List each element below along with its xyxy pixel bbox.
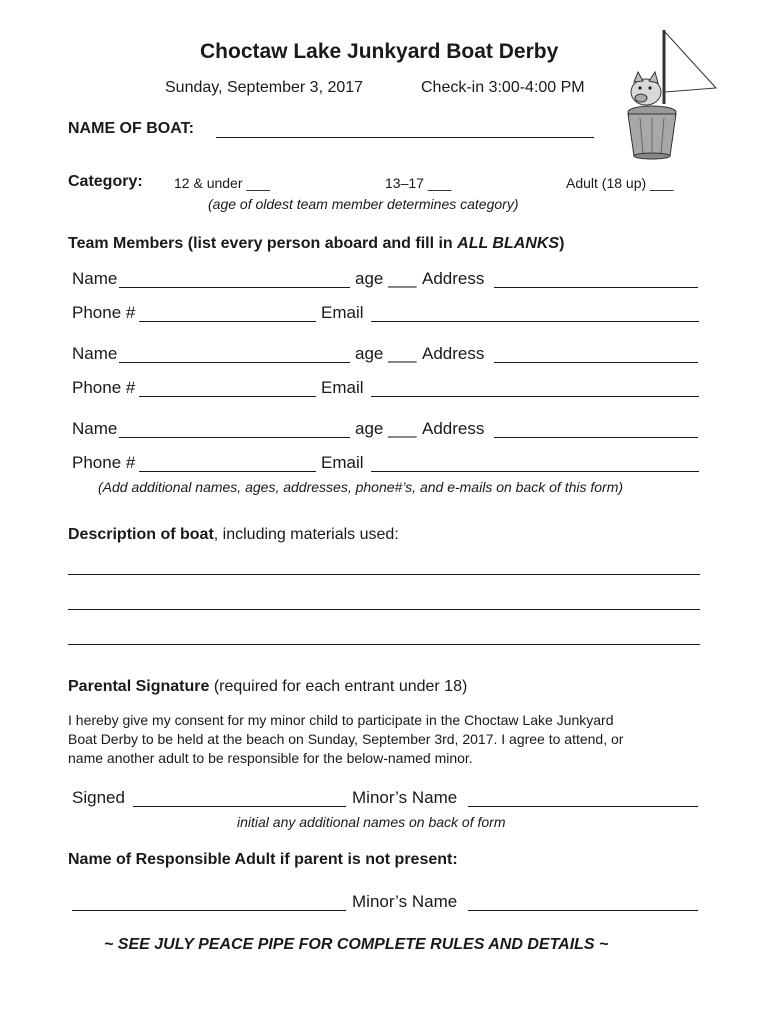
member-email-field[interactable] [371, 471, 699, 472]
team-heading-suffix: ) [559, 235, 565, 252]
initial-note: initial any additional names on back of form [237, 814, 506, 830]
category-note: (age of oldest team member determines category) [208, 196, 519, 212]
member-age-field[interactable]: age ___ [355, 419, 417, 438]
member-address-label: Address [422, 344, 485, 363]
parental-signature-heading [68, 678, 467, 696]
description-line[interactable] [68, 644, 700, 645]
description-label-rest: , including materials used: [213, 526, 399, 543]
description-label-bold: Description of boat [68, 526, 214, 543]
minor-name-field[interactable] [468, 910, 698, 911]
event-date: Sunday, September 3, 2017 [165, 79, 364, 96]
category-label: Category: [68, 173, 143, 190]
member-email-field[interactable] [371, 321, 699, 322]
category-option-12-under[interactable]: 12 & under ___ [174, 175, 270, 191]
form-title: Choctaw Lake Junkyard Boat Derby [200, 40, 559, 63]
description-line[interactable] [68, 609, 700, 610]
minor-name-label: Minor’s Name [352, 892, 458, 911]
responsible-adult-heading: Name of Responsible Adult if parent is not present: [68, 851, 458, 868]
member-phone-label: Phone # [72, 378, 136, 397]
member-address-field[interactable] [494, 437, 698, 438]
member-name-field[interactable] [119, 287, 350, 288]
member-name-field[interactable] [119, 437, 350, 438]
member-email-label: Email [321, 303, 364, 322]
member-name-label: Name [72, 419, 118, 438]
parental-heading-rest: (required for each entrant under 18) [209, 678, 468, 695]
team-members-heading [68, 235, 564, 253]
member-phone-label: Phone # [72, 453, 136, 472]
signed-label: Signed [72, 788, 125, 807]
member-address-field[interactable] [494, 287, 698, 288]
category-option-adult[interactable]: Adult (18 up) ___ [566, 175, 674, 191]
responsible-adult-field[interactable] [72, 910, 346, 911]
member-address-field[interactable] [494, 362, 698, 363]
member-address-label: Address [422, 419, 485, 438]
member-address-label: Address [422, 269, 485, 288]
category-option-13-17[interactable]: 13–17 ___ [385, 175, 452, 191]
footer-note: ~ SEE JULY PEACE PIPE FOR COMPLETE RULES AND DETAILS ~ [104, 936, 609, 953]
member-phone-field[interactable] [139, 471, 316, 472]
minor-name-field[interactable] [468, 806, 698, 807]
member-email-label: Email [321, 453, 364, 472]
consent-text-line: I hereby give my consent for my minor child to participate in the Choctaw Lake Junkyard [68, 712, 614, 728]
team-additional-note: (Add additional names, ages, addresses, phone#’s, and e-mails on back of this form) [98, 479, 624, 495]
member-name-field[interactable] [119, 362, 350, 363]
member-name-label: Name [72, 269, 118, 288]
member-email-label: Email [321, 378, 364, 397]
description-label [68, 526, 399, 544]
member-age-field[interactable]: age ___ [355, 269, 417, 288]
member-phone-field[interactable] [139, 321, 316, 322]
team-heading-prefix: Team Members (list every person aboard and fill in [68, 235, 458, 252]
member-name-label: Name [72, 344, 118, 363]
description-line[interactable] [68, 574, 700, 575]
team-heading-emphasis: ALL BLANKS [457, 235, 560, 252]
signature-field[interactable] [133, 806, 346, 807]
member-phone-field[interactable] [139, 396, 316, 397]
consent-text-line: name another adult to be responsible for the below-named minor. [68, 750, 473, 766]
member-phone-label: Phone # [72, 303, 136, 322]
boat-name-field[interactable] [216, 137, 594, 138]
member-email-field[interactable] [371, 396, 699, 397]
checkin-time: Check-in 3:00-4:00 PM [421, 79, 585, 96]
boat-name-label: NAME OF BOAT: [68, 120, 194, 137]
pig-in-trash-can-boat-icon [616, 28, 720, 164]
consent-text-line: Boat Derby to be held at the beach on Sunday, September 3rd, 2017. I agree to attend, or [68, 731, 624, 747]
minor-name-label: Minor’s Name [352, 788, 458, 807]
parental-heading-bold: Parental Signature [68, 678, 210, 695]
member-age-field[interactable]: age ___ [355, 344, 417, 363]
